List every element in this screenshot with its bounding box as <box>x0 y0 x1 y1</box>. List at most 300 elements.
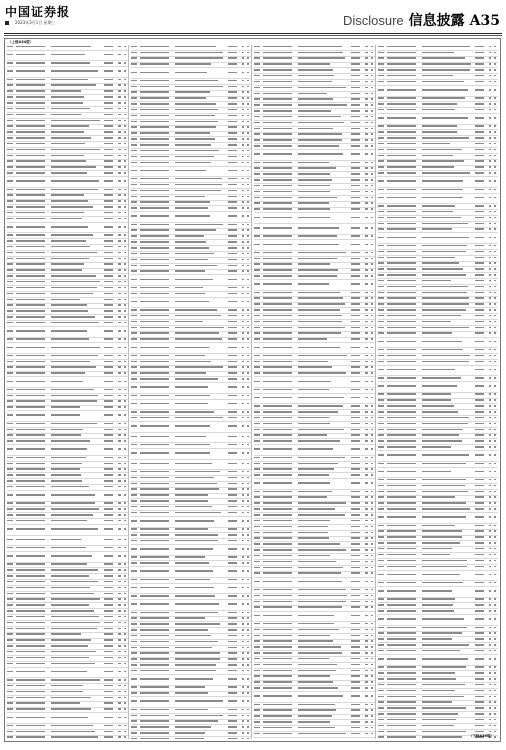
table-cell <box>351 361 364 364</box>
table-cell <box>242 579 246 582</box>
table-cell <box>16 508 50 511</box>
text-placeholder <box>16 226 45 228</box>
table-cell <box>175 279 227 282</box>
text-placeholder <box>131 548 137 550</box>
table-cell <box>351 629 364 632</box>
text-placeholder <box>298 133 342 135</box>
table-cell <box>140 196 174 199</box>
table-cell <box>387 125 421 128</box>
table-cell <box>365 197 369 200</box>
table-cell <box>422 117 474 120</box>
text-placeholder <box>254 179 260 181</box>
table-cell <box>371 561 375 564</box>
table-cell <box>140 235 174 238</box>
table-cell <box>351 640 364 643</box>
table-cell <box>263 629 297 632</box>
text-placeholder <box>371 623 373 625</box>
text-placeholder <box>175 738 204 739</box>
table-cell <box>475 97 488 100</box>
text-placeholder <box>124 702 126 704</box>
text-placeholder <box>140 126 169 128</box>
table-cell <box>175 309 227 312</box>
table-cell <box>298 122 350 125</box>
text-placeholder <box>371 555 373 557</box>
text-placeholder <box>247 700 249 702</box>
table-cell <box>16 234 50 237</box>
table-cell <box>263 269 297 272</box>
table-row <box>254 394 375 405</box>
table-cell <box>365 104 369 107</box>
text-placeholder <box>7 389 13 391</box>
table-cell <box>351 244 364 247</box>
text-placeholder <box>140 715 169 717</box>
table-cell <box>175 287 227 290</box>
text-placeholder <box>351 704 360 706</box>
table-cell <box>175 170 227 173</box>
text-placeholder <box>228 411 237 413</box>
text-placeholder <box>242 321 244 323</box>
text-placeholder <box>131 121 137 123</box>
text-placeholder <box>351 292 360 294</box>
table-cell <box>228 201 241 204</box>
text-placeholder <box>118 663 120 665</box>
table-cell <box>104 448 117 451</box>
table-cell <box>131 386 139 389</box>
text-placeholder <box>118 299 120 301</box>
table-cell <box>16 90 50 93</box>
table-cell <box>254 275 262 278</box>
table-cell <box>351 93 364 96</box>
table-cell <box>254 695 262 698</box>
table-cell <box>7 70 15 73</box>
text-placeholder <box>118 731 120 733</box>
text-placeholder <box>16 114 45 116</box>
table-cell <box>118 46 122 49</box>
text-placeholder <box>131 229 137 231</box>
table-cell <box>263 581 297 584</box>
text-placeholder <box>140 562 169 564</box>
table-cell <box>254 482 262 485</box>
table-cell <box>254 93 262 96</box>
table-cell <box>124 480 128 483</box>
text-placeholder <box>118 316 120 318</box>
text-placeholder <box>371 502 373 504</box>
table-cell <box>7 633 15 636</box>
table-cell <box>242 425 246 428</box>
text-placeholder <box>489 103 491 105</box>
table-cell <box>351 537 364 540</box>
table-cell <box>131 395 139 398</box>
text-placeholder <box>351 355 360 357</box>
table-cell <box>104 468 117 471</box>
text-placeholder <box>131 641 137 643</box>
text-placeholder <box>228 229 237 231</box>
text-placeholder <box>365 572 367 574</box>
text-placeholder <box>175 293 205 295</box>
text-placeholder <box>140 635 169 637</box>
text-placeholder <box>254 81 260 83</box>
text-placeholder <box>228 190 237 192</box>
table-cell <box>247 309 251 312</box>
table-cell <box>175 500 227 503</box>
table-row <box>131 212 252 223</box>
text-placeholder <box>365 208 367 210</box>
text-placeholder <box>124 189 126 191</box>
table-cell <box>124 547 128 550</box>
text-placeholder <box>16 160 45 162</box>
text-placeholder <box>371 664 373 666</box>
text-placeholder <box>371 185 373 187</box>
table-cell <box>263 217 297 220</box>
text-placeholder <box>371 715 373 717</box>
text-placeholder <box>365 381 367 383</box>
table-cell <box>371 87 375 90</box>
table-cell <box>351 321 364 324</box>
text-placeholder <box>140 156 169 158</box>
table-cell <box>140 347 174 350</box>
table-cell <box>371 695 375 698</box>
table-cell <box>298 258 350 261</box>
table-cell <box>247 201 251 204</box>
text-placeholder <box>175 548 213 550</box>
table-cell <box>298 309 350 312</box>
text-placeholder <box>7 322 13 324</box>
text-placeholder <box>140 603 169 605</box>
text-placeholder <box>175 678 213 680</box>
text-placeholder <box>118 155 120 157</box>
text-placeholder <box>228 109 237 111</box>
table-cell <box>254 361 262 364</box>
table-cell <box>118 252 122 255</box>
text-placeholder <box>140 506 169 508</box>
text-placeholder <box>247 86 249 88</box>
text-placeholder <box>124 120 126 122</box>
text-placeholder <box>263 721 292 723</box>
table-cell <box>263 208 297 211</box>
text-placeholder <box>371 721 373 723</box>
text-placeholder <box>228 247 237 249</box>
text-placeholder <box>351 104 360 106</box>
text-placeholder <box>104 258 113 260</box>
table-cell <box>118 480 122 483</box>
table-cell <box>247 579 251 582</box>
table-cell <box>131 315 139 318</box>
table-cell <box>131 57 139 60</box>
text-placeholder <box>365 623 367 625</box>
text-placeholder <box>124 622 126 624</box>
text-placeholder <box>140 178 169 180</box>
table-cell <box>124 252 128 255</box>
text-placeholder <box>175 355 205 357</box>
table-cell <box>131 279 139 282</box>
table-cell <box>351 635 364 638</box>
text-placeholder <box>124 657 126 659</box>
table-cell <box>175 293 227 296</box>
text-placeholder <box>298 417 328 419</box>
text-placeholder <box>118 406 120 408</box>
table-cell <box>494 97 498 100</box>
text-placeholder <box>247 738 249 739</box>
text-placeholder <box>263 670 292 672</box>
text-placeholder <box>371 179 373 181</box>
table-cell <box>104 172 117 175</box>
table-cell <box>371 297 375 300</box>
table-cell <box>51 486 103 489</box>
text-placeholder <box>118 494 120 496</box>
table-cell <box>175 488 227 491</box>
text-placeholder <box>351 46 360 48</box>
text-placeholder <box>51 62 90 64</box>
text-placeholder <box>263 235 292 237</box>
text-placeholder <box>254 355 260 357</box>
table-cell <box>371 623 375 626</box>
text-placeholder <box>131 477 137 479</box>
text-placeholder <box>242 121 244 123</box>
text-placeholder <box>228 403 237 405</box>
table-cell <box>298 681 350 684</box>
table-cell <box>124 310 128 313</box>
table-cell <box>365 411 369 414</box>
text-placeholder <box>51 406 80 408</box>
table-cell <box>7 725 15 728</box>
table-cell <box>104 381 117 384</box>
table-cell <box>263 327 297 330</box>
text-placeholder <box>242 720 244 722</box>
table-cell <box>131 144 139 147</box>
table-cell <box>140 652 174 655</box>
table-cell <box>140 556 174 559</box>
table-cell <box>242 52 246 55</box>
table-cell <box>254 122 262 125</box>
table-cell <box>175 483 227 486</box>
table-cell <box>131 287 139 290</box>
text-placeholder <box>242 196 244 198</box>
table-cell <box>104 593 117 596</box>
table-cell <box>371 315 375 318</box>
text-placeholder <box>387 125 416 127</box>
text-placeholder <box>175 229 216 231</box>
table-cell <box>228 603 241 606</box>
text-placeholder <box>351 629 360 631</box>
text-placeholder <box>298 687 337 689</box>
text-placeholder <box>263 508 292 510</box>
text-placeholder <box>228 617 237 619</box>
text-placeholder <box>124 275 126 277</box>
text-placeholder <box>371 355 373 357</box>
text-placeholder <box>51 508 98 510</box>
text-placeholder <box>124 143 126 145</box>
text-placeholder <box>131 315 137 317</box>
text-placeholder <box>7 400 13 402</box>
text-placeholder <box>124 725 126 727</box>
table-cell <box>131 150 139 153</box>
table-cell <box>7 440 15 443</box>
table-cell <box>242 46 246 49</box>
text-placeholder <box>131 488 137 490</box>
table-cell <box>16 639 50 642</box>
table-cell <box>365 87 369 90</box>
table-cell <box>51 131 103 134</box>
text-placeholder <box>242 700 244 702</box>
table-cell <box>51 90 103 93</box>
table-row <box>131 600 252 611</box>
table-cell <box>228 109 241 112</box>
text-placeholder <box>131 483 137 485</box>
text-placeholder <box>51 717 88 719</box>
text-placeholder <box>228 562 237 564</box>
text-placeholder <box>131 150 137 152</box>
table-cell <box>175 156 227 159</box>
table-cell <box>124 389 128 392</box>
text-placeholder <box>16 143 45 145</box>
text-placeholder <box>51 736 98 738</box>
table-cell <box>263 275 297 278</box>
text-placeholder <box>351 537 360 539</box>
text-placeholder <box>51 448 87 450</box>
text-placeholder <box>131 534 137 536</box>
table-cell <box>131 488 139 491</box>
table-cell <box>7 474 15 477</box>
text-placeholder <box>51 131 83 133</box>
text-placeholder <box>118 563 120 565</box>
text-placeholder <box>263 153 292 155</box>
text-placeholder <box>247 229 249 231</box>
text-placeholder <box>16 372 45 374</box>
table-cell <box>365 581 369 584</box>
table-cell <box>140 57 174 60</box>
text-placeholder <box>351 429 360 431</box>
table-cell <box>247 80 251 83</box>
text-placeholder <box>247 647 249 649</box>
text-placeholder <box>104 731 113 733</box>
table-cell <box>16 330 50 333</box>
table-cell <box>16 395 50 398</box>
table-cell <box>104 474 117 477</box>
table-cell <box>7 62 15 65</box>
text-placeholder <box>351 664 360 666</box>
text-placeholder <box>175 686 205 688</box>
table-cell <box>228 301 241 304</box>
text-placeholder <box>104 616 113 618</box>
table-cell <box>378 125 386 128</box>
text-placeholder <box>365 549 367 551</box>
table-cell <box>16 287 50 290</box>
table-cell <box>371 397 375 400</box>
table-cell <box>140 686 174 689</box>
text-placeholder <box>365 269 367 271</box>
text-placeholder <box>371 526 373 528</box>
text-placeholder <box>131 386 137 388</box>
table-cell <box>131 162 139 165</box>
text-placeholder <box>118 355 120 357</box>
text-placeholder <box>175 86 223 88</box>
table-cell <box>51 372 103 375</box>
text-placeholder <box>7 423 13 425</box>
table-cell <box>247 444 251 447</box>
table-cell <box>247 301 251 304</box>
text-placeholder <box>263 244 292 246</box>
table-cell <box>298 434 350 437</box>
table-cell <box>242 436 246 439</box>
table-cell <box>51 575 103 578</box>
text-placeholder <box>242 647 244 649</box>
text-placeholder <box>124 381 126 383</box>
table-cell <box>51 125 103 128</box>
text-placeholder <box>298 315 342 317</box>
text-placeholder <box>140 338 169 340</box>
text-placeholder <box>175 488 219 490</box>
text-placeholder <box>228 241 237 243</box>
table-cell <box>16 102 50 105</box>
text-placeholder <box>242 224 244 226</box>
text-placeholder <box>298 93 326 95</box>
text-placeholder <box>371 235 373 237</box>
text-placeholder <box>242 241 244 243</box>
text-placeholder <box>489 89 491 91</box>
text-placeholder <box>242 229 244 231</box>
text-placeholder <box>104 514 113 516</box>
text-placeholder <box>124 172 126 174</box>
text-placeholder <box>371 244 373 246</box>
text-placeholder <box>131 162 137 164</box>
table-cell <box>16 310 50 313</box>
table-cell <box>298 491 350 494</box>
table-cell <box>371 670 375 673</box>
text-placeholder <box>175 57 223 59</box>
table-cell <box>124 581 128 584</box>
text-placeholder <box>263 338 292 340</box>
table-cell <box>118 616 122 619</box>
table-cell <box>298 606 350 609</box>
table-cell <box>104 528 117 531</box>
text-placeholder <box>298 227 339 229</box>
text-placeholder <box>118 616 120 618</box>
table-cell <box>228 91 241 94</box>
table-cell <box>140 540 174 543</box>
text-placeholder <box>118 96 120 98</box>
text-placeholder <box>228 520 237 522</box>
table-cell <box>247 126 251 129</box>
text-placeholder <box>365 646 367 648</box>
table-cell <box>7 697 15 700</box>
table-cell <box>298 629 350 632</box>
text-placeholder <box>104 639 113 641</box>
table-cell <box>298 537 350 540</box>
table-cell <box>247 720 251 723</box>
table-cell <box>7 663 15 666</box>
text-placeholder <box>254 549 260 551</box>
text-placeholder <box>118 275 120 277</box>
text-placeholder <box>247 463 249 465</box>
table-cell <box>175 623 227 626</box>
text-placeholder <box>351 332 360 334</box>
text-placeholder <box>378 69 384 71</box>
text-placeholder <box>7 598 13 600</box>
text-placeholder <box>131 670 137 672</box>
table-cell <box>489 103 493 106</box>
table-cell <box>351 258 364 261</box>
table-cell <box>228 138 241 141</box>
table-row <box>131 737 252 739</box>
text-placeholder <box>494 125 496 127</box>
text-placeholder <box>51 708 90 710</box>
table-cell <box>104 120 117 123</box>
table-cell <box>118 663 122 666</box>
text-placeholder <box>228 732 237 734</box>
text-placeholder <box>7 457 13 459</box>
text-placeholder <box>118 137 120 139</box>
text-placeholder <box>7 616 13 618</box>
